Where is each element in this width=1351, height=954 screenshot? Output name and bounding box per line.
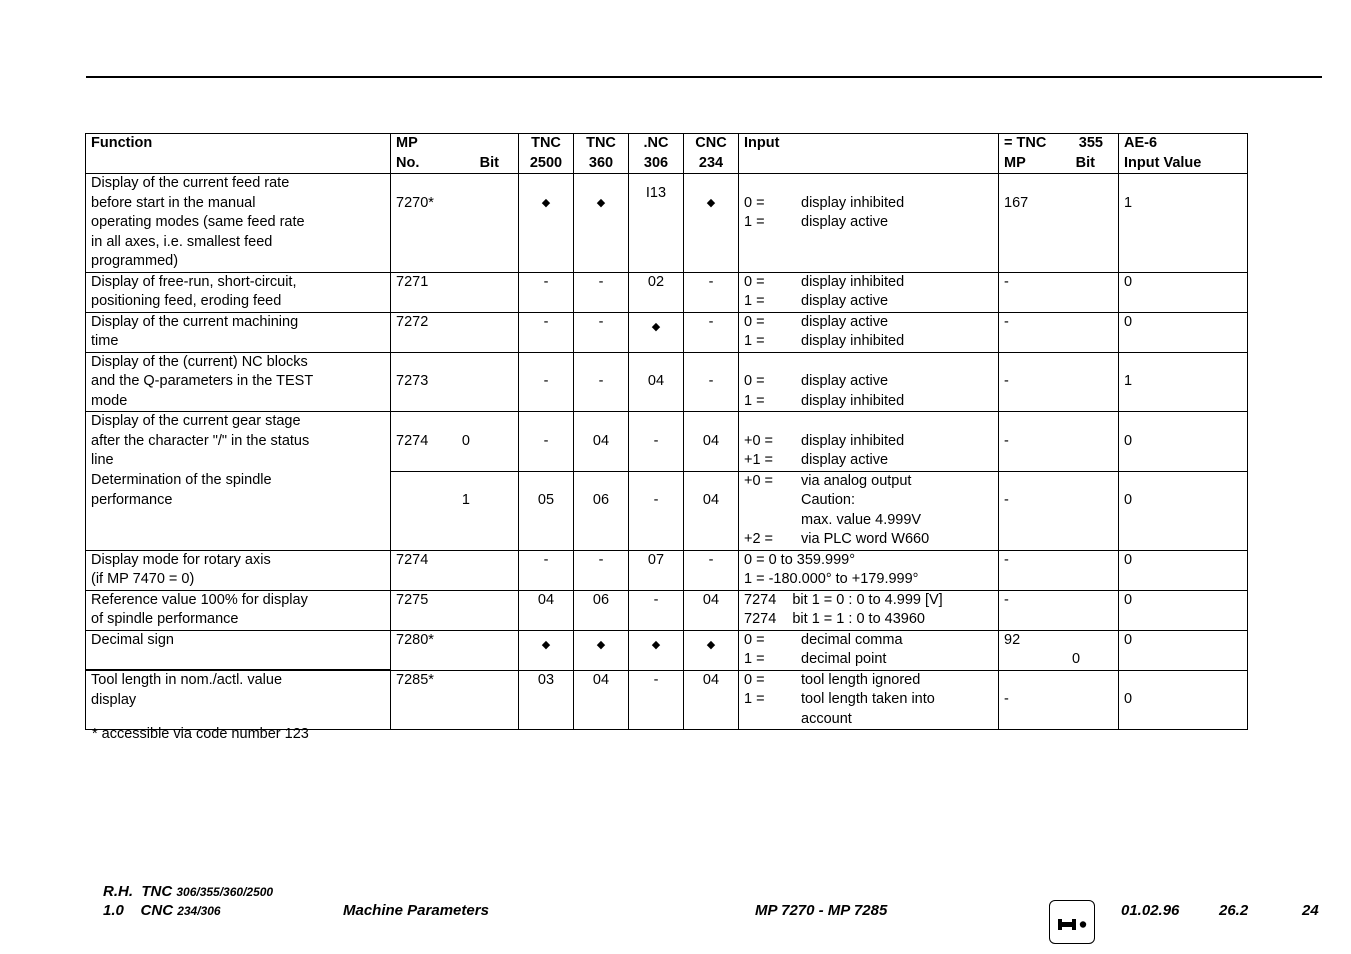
mp-bit: 1 xyxy=(461,492,470,508)
header-mp xyxy=(391,134,519,174)
input-desc: Caution: xyxy=(801,492,856,508)
header-nc306-bottom: 306 xyxy=(643,154,669,171)
cnc234-cell: - xyxy=(684,312,739,352)
function-cell: Display of free-run, short-circuit, positioning feed, eroding feed xyxy=(86,272,391,312)
input-desc: via PLC word W660 xyxy=(801,531,930,547)
tnc355-bit: 0 xyxy=(1072,651,1081,667)
input-desc: display active xyxy=(801,293,889,309)
mp-wrap xyxy=(396,372,513,392)
input-desc: decimal point xyxy=(801,651,887,667)
tnc360-cell: - xyxy=(574,550,629,590)
table-row xyxy=(86,550,1248,590)
input-cell xyxy=(739,630,999,670)
header-cnc234-bottom: 234 xyxy=(698,154,724,171)
tnc2500-cell: 04 xyxy=(519,590,574,630)
table-row xyxy=(86,670,1248,730)
tnc2500-cell: - xyxy=(519,312,574,352)
input-grid xyxy=(744,631,993,670)
ae6-cell: 0 xyxy=(1119,590,1248,630)
tnc360-cell: 04 xyxy=(574,670,629,730)
tnc360-cell: - xyxy=(574,352,629,412)
input-desc: decimal comma xyxy=(801,631,903,648)
header-tnc2500-top: TNC xyxy=(531,135,561,151)
ae6-cell: 0 xyxy=(1119,312,1248,352)
tnc2500-cell: 03 xyxy=(519,670,574,730)
cnc234-cell: 04 xyxy=(684,412,739,472)
mp-cell xyxy=(391,550,519,590)
input-code: 1 = xyxy=(744,392,765,409)
mp-wrap xyxy=(396,551,513,571)
mp-wrap xyxy=(396,671,513,691)
ae6-cell: 0 xyxy=(1119,471,1248,550)
tnc2500-cell: 05 xyxy=(519,471,574,550)
footer-rev: 26.2 xyxy=(1219,902,1249,919)
cnc234-diamond-icon: ◆ xyxy=(684,630,739,670)
nc306-cell: - xyxy=(629,412,684,472)
tnc355-mp: - xyxy=(1004,373,1009,389)
nc306-cell: - xyxy=(629,471,684,550)
table-row xyxy=(86,471,1248,550)
cnc234-cell: 04 xyxy=(684,670,739,730)
input-code: 1 = xyxy=(744,214,765,230)
footer-cnc-models: 234/306 xyxy=(177,904,221,918)
input-cell xyxy=(739,590,999,630)
mp-cell xyxy=(391,630,519,670)
input-desc: tool length taken into account xyxy=(801,691,935,727)
tnc355-cell xyxy=(999,590,1119,630)
input-desc: display inhibited xyxy=(801,194,905,211)
input-cell xyxy=(739,174,999,273)
footer-version xyxy=(103,902,221,919)
header-function: Function xyxy=(86,134,391,174)
mp-cell xyxy=(391,352,519,412)
mp-bit: 0 xyxy=(461,432,470,449)
input-grid xyxy=(744,313,993,352)
input-grid xyxy=(744,472,993,550)
function-cell: Display of the current gear stage after the character "/" in the status line xyxy=(86,412,391,472)
tnc355-mp: - xyxy=(1004,273,1009,290)
input-cell xyxy=(739,550,999,590)
mp-cell xyxy=(391,174,519,273)
tnc360-cell: - xyxy=(574,272,629,312)
input-code: 1 = xyxy=(744,293,765,309)
header-tnc2500 xyxy=(519,134,574,174)
header-ae6-bottom: Input Value xyxy=(1124,154,1202,171)
input-desc: max. value 4.999V xyxy=(801,511,922,528)
tnc355-cell xyxy=(999,352,1119,412)
nc306-cell: 02 xyxy=(629,272,684,312)
tnc355-mp: - xyxy=(1004,591,1009,608)
function-cell: Display of the (current) NC blocks and the Q-parameters in the TEST mode xyxy=(86,352,391,412)
mp-bit xyxy=(470,671,513,691)
header-input: Input xyxy=(739,134,999,174)
table-row xyxy=(86,630,1248,670)
input-code: 1 = xyxy=(744,333,765,349)
cnc234-cell: 04 xyxy=(684,471,739,550)
nc306-diamond-icon: ◆ xyxy=(629,312,684,352)
input-code: 0 = xyxy=(744,631,765,648)
mp-wrap xyxy=(396,591,513,611)
header-tnc355 xyxy=(999,134,1119,174)
tnc355-cell xyxy=(999,471,1119,550)
mp-bit xyxy=(470,194,513,214)
ae6-cell: 1 xyxy=(1119,174,1248,273)
mp-number: 7280* xyxy=(396,631,434,648)
input-desc: display active xyxy=(801,313,889,330)
cnc234-cell: - xyxy=(684,352,739,412)
tnc355-cell xyxy=(999,412,1119,472)
table-row xyxy=(86,272,1248,312)
footer-section: Machine Parameters xyxy=(343,902,489,919)
table-row xyxy=(86,352,1248,412)
table-row xyxy=(86,312,1248,352)
header-cnc234 xyxy=(684,134,739,174)
header-ae6-top: AE-6 xyxy=(1124,135,1158,151)
tnc2500-diamond-icon: ◆ xyxy=(519,630,574,670)
input-cell xyxy=(739,471,999,550)
input-code: +0 = xyxy=(744,472,774,489)
input-cell xyxy=(739,670,999,730)
tnc355-cell xyxy=(999,630,1119,670)
tnc355-cell xyxy=(999,174,1119,273)
input-grid xyxy=(744,194,993,233)
mp-bit xyxy=(470,273,513,293)
function-cell: Display of the current machining time xyxy=(86,312,391,352)
input-desc: display inhibited xyxy=(801,392,905,409)
input-code: 1 = xyxy=(744,691,765,707)
footer-date: 01.02.96 xyxy=(1121,902,1180,919)
input-code: +2 = xyxy=(744,531,774,547)
tnc360-cell: - xyxy=(574,312,629,352)
ae6-cell: 0 xyxy=(1119,550,1248,590)
tnc355-mp: 92 xyxy=(1004,631,1021,648)
tnc360-diamond-icon: ◆ xyxy=(574,630,629,670)
tnc355-cell xyxy=(999,312,1119,352)
input-desc: tool length ignored xyxy=(801,671,921,688)
cnc234-cell: - xyxy=(684,550,739,590)
mp-wrap xyxy=(396,273,513,293)
mp-bit xyxy=(470,551,513,571)
nc306-cell: - xyxy=(629,590,684,630)
mp-number: 7274 xyxy=(396,551,429,568)
tnc2500-cell: - xyxy=(519,412,574,472)
input-text: 7274 bit 1 = 0 : 0 to 4.999 [V] 7274 bit 1 = 1 : 0 to 43960 xyxy=(744,591,943,627)
tnc355-cell xyxy=(999,670,1119,730)
input-cell xyxy=(739,272,999,312)
header-tnc355-right: 355 xyxy=(1078,135,1103,151)
tnc2500-cell: - xyxy=(519,352,574,412)
tnc360-cell: 06 xyxy=(574,471,629,550)
input-grid xyxy=(744,372,993,411)
nc306-cell: I13 xyxy=(629,174,684,273)
input-code: 0 = xyxy=(744,194,765,211)
ae6-cell: 0 xyxy=(1119,412,1248,472)
tnc360-diamond-icon: ◆ xyxy=(574,174,629,273)
function-cell: Tool length in nom./actl. value display xyxy=(86,670,391,730)
mp-cell xyxy=(391,471,519,550)
input-code: 0 = xyxy=(744,373,765,389)
footnote: * accessible via code number 123 xyxy=(92,726,309,742)
table-row xyxy=(86,174,1248,273)
function-cell: Reference value 100% for display of spindle performance xyxy=(86,590,391,630)
input-cell xyxy=(739,312,999,352)
function-cell: Display mode for rotary axis (if MP 7470 = 0) xyxy=(86,550,391,590)
tnc360-cell: 04 xyxy=(574,412,629,472)
input-code xyxy=(744,491,801,511)
header-tnc2500-bottom: 2500 xyxy=(529,154,563,171)
mp-number: 7274 xyxy=(396,432,429,449)
input-code: 0 = xyxy=(744,313,765,330)
footer-rh xyxy=(103,883,273,900)
nc306-cell: 04 xyxy=(629,352,684,412)
header-tnc355-left: = TNC xyxy=(1004,135,1047,151)
mp-cell xyxy=(391,312,519,352)
input-desc: display inhibited xyxy=(801,333,905,349)
tnc355-mp: - xyxy=(1004,432,1009,449)
header-mp-top: MP xyxy=(396,135,418,151)
header-mp-no: No. xyxy=(396,154,420,171)
mp-wrap xyxy=(396,631,513,651)
tnc355-mp: - xyxy=(1004,551,1009,568)
footer-page: 24 xyxy=(1302,902,1319,919)
input-text: 0 = 0 to 359.999° 1 = -180.000° to +179.999° xyxy=(744,551,919,587)
input-desc: display inhibited xyxy=(801,432,905,449)
input-code: 1 = xyxy=(744,651,765,667)
header-cnc234-top: CNC xyxy=(695,135,727,151)
input-desc: display inhibited xyxy=(801,273,905,290)
mp-number: 7272 xyxy=(396,313,429,330)
footer-range: MP 7270 - MP 7285 xyxy=(755,902,888,919)
mp-number: 7271 xyxy=(396,273,429,290)
table-row xyxy=(86,590,1248,630)
nc306-diamond-icon: ◆ xyxy=(629,630,684,670)
mp-wrap xyxy=(396,432,513,452)
mp-number: 7275 xyxy=(396,591,429,608)
mp-bit xyxy=(470,591,513,611)
mp-bit xyxy=(470,631,513,651)
cnc234-cell: - xyxy=(684,272,739,312)
tnc2500-cell: - xyxy=(519,550,574,590)
input-desc: display active xyxy=(801,452,889,468)
ae6-cell: 1 xyxy=(1119,352,1248,412)
footer-tnc-models: 306/355/360/2500 xyxy=(176,885,274,899)
input-code: +0 = xyxy=(744,432,774,449)
header-ae6 xyxy=(1119,134,1248,174)
input-desc: via analog output xyxy=(801,472,912,489)
footer-cnc: CNC xyxy=(140,902,174,919)
tnc355-cell xyxy=(999,550,1119,590)
header-tnc355-mp: MP xyxy=(1004,154,1026,171)
input-desc: display active xyxy=(801,214,889,230)
mp-wrap xyxy=(396,491,513,511)
input-code: +1 = xyxy=(744,452,774,468)
input-code: 0 = xyxy=(744,273,765,290)
header-nc306 xyxy=(629,134,684,174)
tnc360-cell: 06 xyxy=(574,590,629,630)
input-desc: display active xyxy=(801,373,889,389)
input-code xyxy=(744,511,801,531)
tnc2500-cell: - xyxy=(519,272,574,312)
mp-wrap xyxy=(396,313,513,333)
ae6-cell: 0 xyxy=(1119,272,1248,312)
mp-bit xyxy=(470,372,513,392)
mp-cell xyxy=(391,670,519,730)
function-cell: Determination of the spindle performance xyxy=(86,471,391,550)
machine-parameters-table xyxy=(85,133,1248,730)
footer-version-label: 1.0 xyxy=(103,902,124,919)
input-grid xyxy=(744,432,993,471)
mp-cell xyxy=(391,272,519,312)
input-grid xyxy=(744,671,993,730)
tnc355-mp: - xyxy=(1004,313,1009,330)
header-mp-bit: Bit xyxy=(479,154,499,171)
input-cell xyxy=(739,412,999,472)
tnc355-mp: - xyxy=(1004,691,1009,707)
top-rule xyxy=(86,76,1322,78)
footer-rh-label: R.H. xyxy=(103,883,133,900)
input-cell xyxy=(739,352,999,412)
input-code: 0 = xyxy=(744,671,765,688)
function-cell: Decimal sign xyxy=(86,630,391,670)
table-row xyxy=(86,412,1248,472)
function-cell: Display of the current feed rate before start in the manual operating modes (same feed rate in all axes, i.e. smallest feed programmed) xyxy=(86,174,391,273)
footer-tnc: TNC xyxy=(141,883,173,900)
cnc234-diamond-icon: ◆ xyxy=(684,174,739,273)
heidenhain-logo-icon xyxy=(1049,900,1095,944)
header-tnc360-bottom: 360 xyxy=(588,154,614,171)
nc306-cell: - xyxy=(629,670,684,730)
header-tnc355-bit: Bit xyxy=(1075,154,1095,171)
mp-number: 7285* xyxy=(396,671,434,688)
mp-wrap xyxy=(396,194,513,214)
cnc234-cell: 04 xyxy=(684,590,739,630)
header-tnc360 xyxy=(574,134,629,174)
tnc355-mp: - xyxy=(1004,492,1009,508)
mp-cell xyxy=(391,590,519,630)
input-grid xyxy=(744,273,993,312)
mp-number: 7270* xyxy=(396,194,434,211)
tnc355-mp: 167 xyxy=(1004,194,1029,211)
mp-bit xyxy=(470,313,513,333)
mp-number: 7273 xyxy=(396,373,429,389)
header-tnc360-top: TNC xyxy=(586,135,616,151)
tnc355-cell xyxy=(999,272,1119,312)
tnc2500-diamond-icon: ◆ xyxy=(519,174,574,273)
mp-cell xyxy=(391,412,519,472)
nc306-cell: 07 xyxy=(629,550,684,590)
ae6-cell: 0 xyxy=(1119,670,1248,730)
ae6-cell: 0 xyxy=(1119,630,1248,670)
header-row xyxy=(86,134,1248,174)
header-nc306-top: .NC xyxy=(643,135,669,151)
